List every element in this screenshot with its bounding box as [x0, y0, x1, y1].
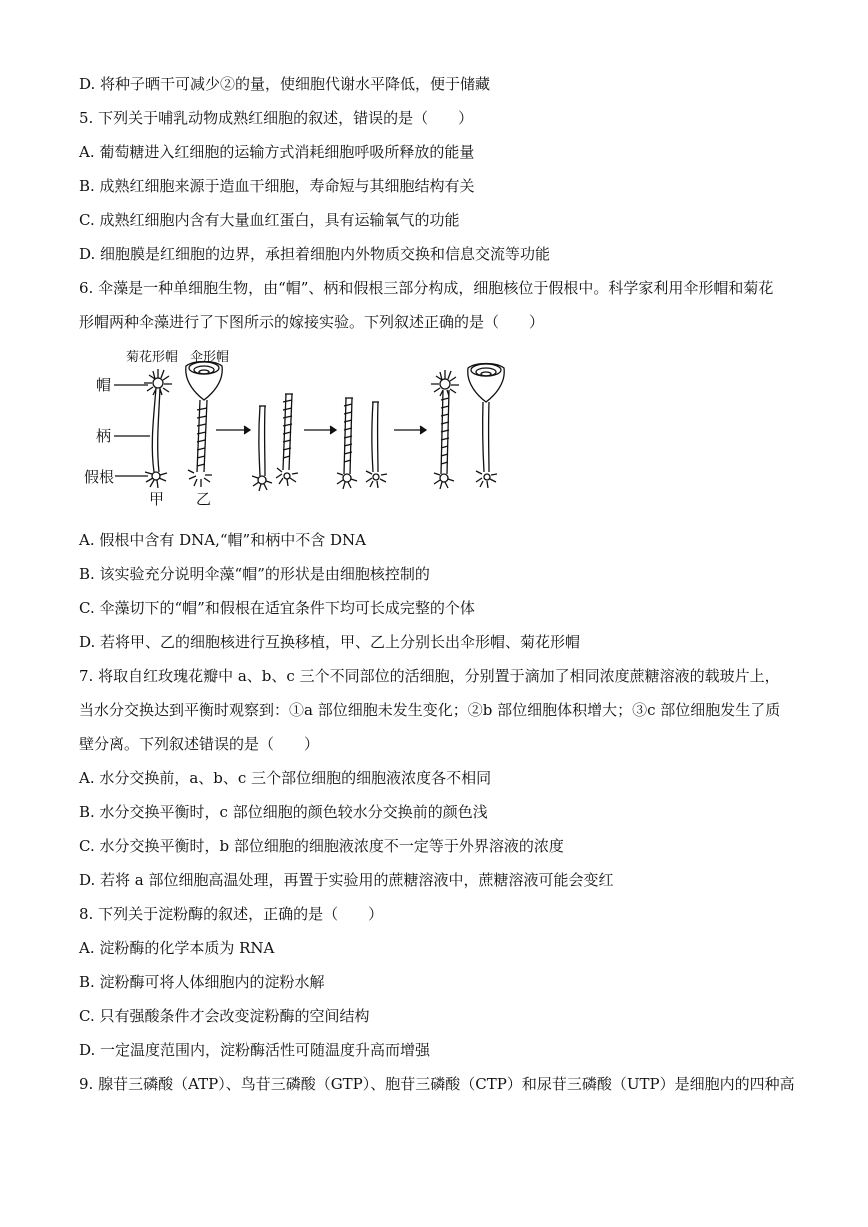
q5-stem: 5. 下列关于哺乳动物成熟红细胞的叙述，错误的是（ ） — [79, 109, 474, 127]
q7-stem-line3: 壁分离。下列叙述错误的是（ ） — [79, 735, 320, 753]
figure-label-chrysanthemum-cap: 菊花形帽 — [126, 350, 179, 365]
q7-option-c: C. 水分交换平衡时，b 部位细胞的细胞液浓度不一定等于外界溶液的浓度 — [79, 837, 564, 855]
q4-option-d: D. 将种子晒干可减少②的量，使细胞代谢水平降低，便于储藏 — [79, 75, 491, 93]
q5-option-c: C. 成熟红细胞内含有大量血红蛋白，具有运输氧气的功能 — [79, 211, 460, 229]
grafting-figure — [84, 344, 514, 514]
q8-option-c: C. 只有强酸条件才会改变淀粉酶的空间结构 — [79, 1007, 370, 1025]
q6-stem-line1: 6. 伞藻是一种单细胞生物，由“帽”、柄和假根三部分构成，细胞核位于假根中。科学家利用伞形帽和菊花 — [79, 279, 774, 297]
q7-option-a: A. 水分交换前，a、b、c 三个部位细胞的细胞液浓度各不相同 — [79, 769, 492, 787]
figure-label-umbrella-cap: 伞形帽 — [190, 350, 230, 365]
q7-stem-line1: 7. 将取自红玫瑰花瓣中 a、b、c 三个不同部位的活细胞，分别置于滴加了相同浓度蔗糖溶液的载玻片上， — [79, 667, 780, 685]
q9-stem-line1: 9. 腺苷三磷酸（ATP）、鸟苷三磷酸（GTP）、胞苷三磷酸（CTP）和尿苷三磷酸（UTP）是细胞内的四种高 — [79, 1075, 795, 1093]
stage-swapped — [337, 398, 387, 489]
q6-option-c: C. 伞藻切下的“帽”和假根在适宜条件下均可长成完整的个体 — [79, 599, 475, 617]
figure-label-yi: 乙 — [196, 490, 212, 508]
alga-jia — [144, 369, 172, 488]
q8-option-a: A. 淀粉酶的化学本质为 RNA — [79, 939, 275, 957]
stage-regenerated — [431, 364, 504, 490]
q7-option-b: B. 水分交换平衡时，c 部位细胞的颜色较水分交换前的颜色浅 — [79, 803, 488, 821]
q6-option-b: B. 该实验充分说明伞藻“帽”的形状是由细胞核控制的 — [79, 565, 430, 583]
figure-label-cap: 帽 — [96, 376, 112, 394]
q7-stem-line2: 当水分交换达到平衡时观察到：①a 部位细胞未发生变化；②b 部位细胞体积增大；③c 部位细胞发生了质 — [79, 701, 781, 719]
stage-cut — [252, 394, 298, 491]
q8-stem: 8. 下列关于淀粉酶的叙述，正确的是（ ） — [79, 905, 384, 923]
figure-label-jia: 甲 — [149, 490, 165, 508]
q5-option-b: B. 成熟红细胞来源于造血干细胞，寿命短与其细胞结构有关 — [79, 177, 475, 195]
figure-label-rhizoid: 假根 — [84, 468, 115, 486]
q5-option-a: A. 葡萄糖进入红细胞的运输方式消耗细胞呼吸所释放的能量 — [79, 143, 475, 161]
q6-stem-line2: 形帽两种伞藻进行了下图所示的嫁接实验。下列叙述正确的是（ ） — [79, 313, 545, 331]
q6-option-d: D. 若将甲、乙的细胞核进行互换移植，甲、乙上分别长出伞形帽、菊花形帽 — [79, 633, 581, 651]
figure-label-stalk: 柄 — [96, 427, 112, 445]
q8-option-d: D. 一定温度范围内，淀粉酶活性可随温度升高而增强 — [79, 1041, 431, 1059]
q5-option-d: D. 细胞膜是红细胞的边界，承担着细胞内外物质交换和信息交流等功能 — [79, 245, 551, 263]
alga-yi — [186, 362, 222, 488]
q7-option-d: D. 若将 a 部位细胞高温处理，再置于实验用的蔗糖溶液中，蔗糖溶液可能会变红 — [79, 871, 614, 889]
q8-option-b: B. 淀粉酶可将人体细胞内的淀粉水解 — [79, 973, 325, 991]
q6-option-a: A. 假根中含有 DNA,“帽”和柄中不含 DNA — [79, 531, 366, 549]
